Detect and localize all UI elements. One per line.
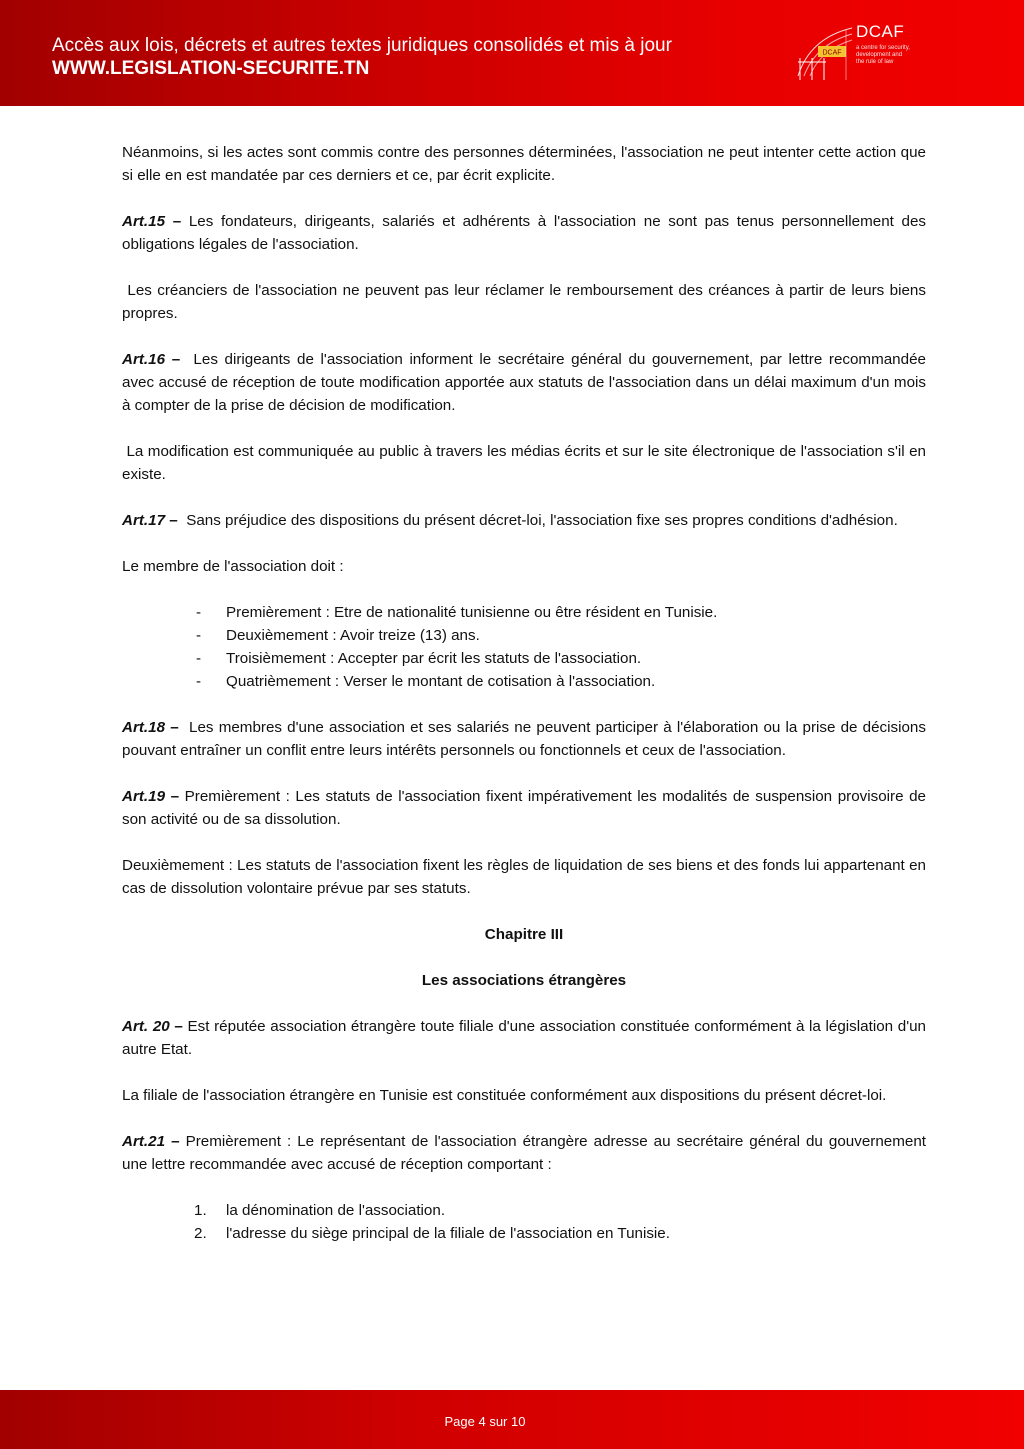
logo-title: DCAF (856, 22, 905, 41)
article-dash: – (170, 788, 180, 805)
list-marker: - (196, 627, 202, 644)
page-header (0, 0, 1024, 106)
article-label: Art.21 (122, 1133, 166, 1150)
paragraph: Néanmoins, si les actes sont commis contre des personnes déterminées, l'association ne peut intenter cette action que si elle en est mandatée par ces derniers et ce, par écrit explicite. (122, 144, 926, 184)
paragraph: Le membre de l'association doit : (122, 558, 344, 575)
article-label: Art.18 (122, 719, 166, 736)
article-label: Art.17 (122, 512, 166, 529)
list-item (122, 601, 926, 624)
paragraph: La filiale de l'association étrangère en Tunisie est constituée conformément aux dispositions du présent décret-loi. (122, 1087, 887, 1104)
article-text: Premièrement : Les statuts de l'association fixent impérativement les modalités de suspension provisoire de son activité ou de sa dissolution. (122, 788, 926, 828)
member-requirements-list (122, 601, 926, 693)
list-item (122, 1199, 926, 1222)
article-label: Art.19 (122, 788, 166, 805)
list-marker: - (196, 650, 202, 667)
article-text: Premièrement : Le représentant de l'association étrangère adresse au secrétaire général du gouvernement une lettre recommandée avec accusé de réception comportant : (122, 1133, 926, 1173)
list-item-text: la dénomination de l'association. (226, 1202, 446, 1219)
paragraph: Deuxièmement : Les statuts de l'association fixent les règles de liquidation de ses biens et des fonds lui appartenant en cas de dissolution volontaire prévue par ses statuts. (122, 857, 926, 897)
article-label: Art.15 (122, 213, 166, 230)
paragraph (122, 279, 926, 325)
list-marker: - (196, 673, 202, 690)
article-15 (122, 210, 926, 256)
article-label: Art. 20 (122, 1018, 170, 1035)
header-website-link[interactable]: WWW.LEGISLATION-SECURITE.TN (52, 58, 370, 79)
article-label: Art.16 (122, 351, 166, 368)
list-marker: - (196, 604, 202, 621)
logo-badge-text: DCAF (822, 49, 842, 57)
article-dash: – (171, 351, 181, 368)
logo-subtitle (856, 45, 946, 66)
article-dash: – (169, 512, 178, 529)
list-item-text: Troisièmement : Accepter par écrit les statuts de l'association. (226, 650, 642, 667)
paragraph-text: La modification est communiquée au public à travers les médias écrits et sur le site électronique de l'association s'il en existe. (122, 443, 926, 483)
paragraph-text: Les créanciers de l'association ne peuvent pas leur réclamer le remboursement des créances à partir de leurs biens propres. (122, 282, 926, 322)
logo-subtitle-line: a centre for security, (856, 45, 910, 51)
article-16 (122, 348, 926, 417)
article-20 (122, 1015, 926, 1061)
article-18 (122, 716, 926, 762)
logo-subtitle-line: development and (856, 52, 903, 58)
logo-subtitle-line: the rule of law (856, 59, 894, 65)
article-dash: – (172, 213, 182, 230)
article-21 (122, 1130, 926, 1176)
article-text: Sans préjudice des dispositions du présent décret-loi, l'association fixe ses propres conditions d'adhésion. (186, 512, 898, 529)
list-marker: 1. (194, 1202, 207, 1219)
list-marker: 2. (194, 1225, 207, 1242)
page-number: Page 4 sur 10 (444, 1414, 526, 1429)
list-item-text: Quatrièmement : Verser le montant de cotisation à l'association. (226, 673, 656, 690)
article-text: Les membres d'une association et ses salariés ne peuvent participer à l'élaboration ou la prise de décisions pouvant entraîner un conflit entre leurs intérêts personnels ou fonctionnels et ceux de l'association. (122, 719, 926, 759)
list-item (122, 624, 926, 647)
list-item-text: Premièrement : Etre de nationalité tunisienne ou être résident en Tunisie. (226, 604, 718, 621)
article-dash: – (171, 1133, 180, 1150)
article-17 (122, 509, 926, 532)
article-dash: – (174, 1018, 183, 1035)
chapter-title: Chapitre III (484, 926, 564, 943)
list-item-text: l'adresse du siège principal de la filiale de l'association en Tunisie. (226, 1225, 670, 1242)
article-19 (122, 785, 926, 831)
header-title: Accès aux lois, décrets et autres textes juridiques consolidés et mis à jour (52, 35, 672, 56)
document-body (122, 141, 926, 1268)
list-item-text: Deuxièmement : Avoir treize (13) ans. (226, 627, 480, 644)
list-item (122, 670, 926, 693)
list-item (122, 1222, 926, 1245)
list-item (122, 647, 926, 670)
article-text: Est réputée association étrangère toute filiale d'une association constituée conformément à la législation d'un autre Etat. (122, 1018, 926, 1058)
art21-list (122, 1199, 926, 1245)
chapter-subtitle: Les associations étrangères (421, 972, 627, 989)
article-dash: – (170, 719, 179, 736)
article-text: Les dirigeants de l'association informent le secrétaire général du gouvernement, par lettre recommandée avec accusé de réception de toute modification apportée aux statuts de l'association dans un délai maximum d'un mois à compter de la prise de décision de modification. (122, 351, 926, 414)
article-text: Les fondateurs, dirigeants, salariés et adhérents à l'association ne sont pas tenus personnellement des obligations légales de l'association. (122, 213, 926, 253)
paragraph (122, 440, 926, 486)
